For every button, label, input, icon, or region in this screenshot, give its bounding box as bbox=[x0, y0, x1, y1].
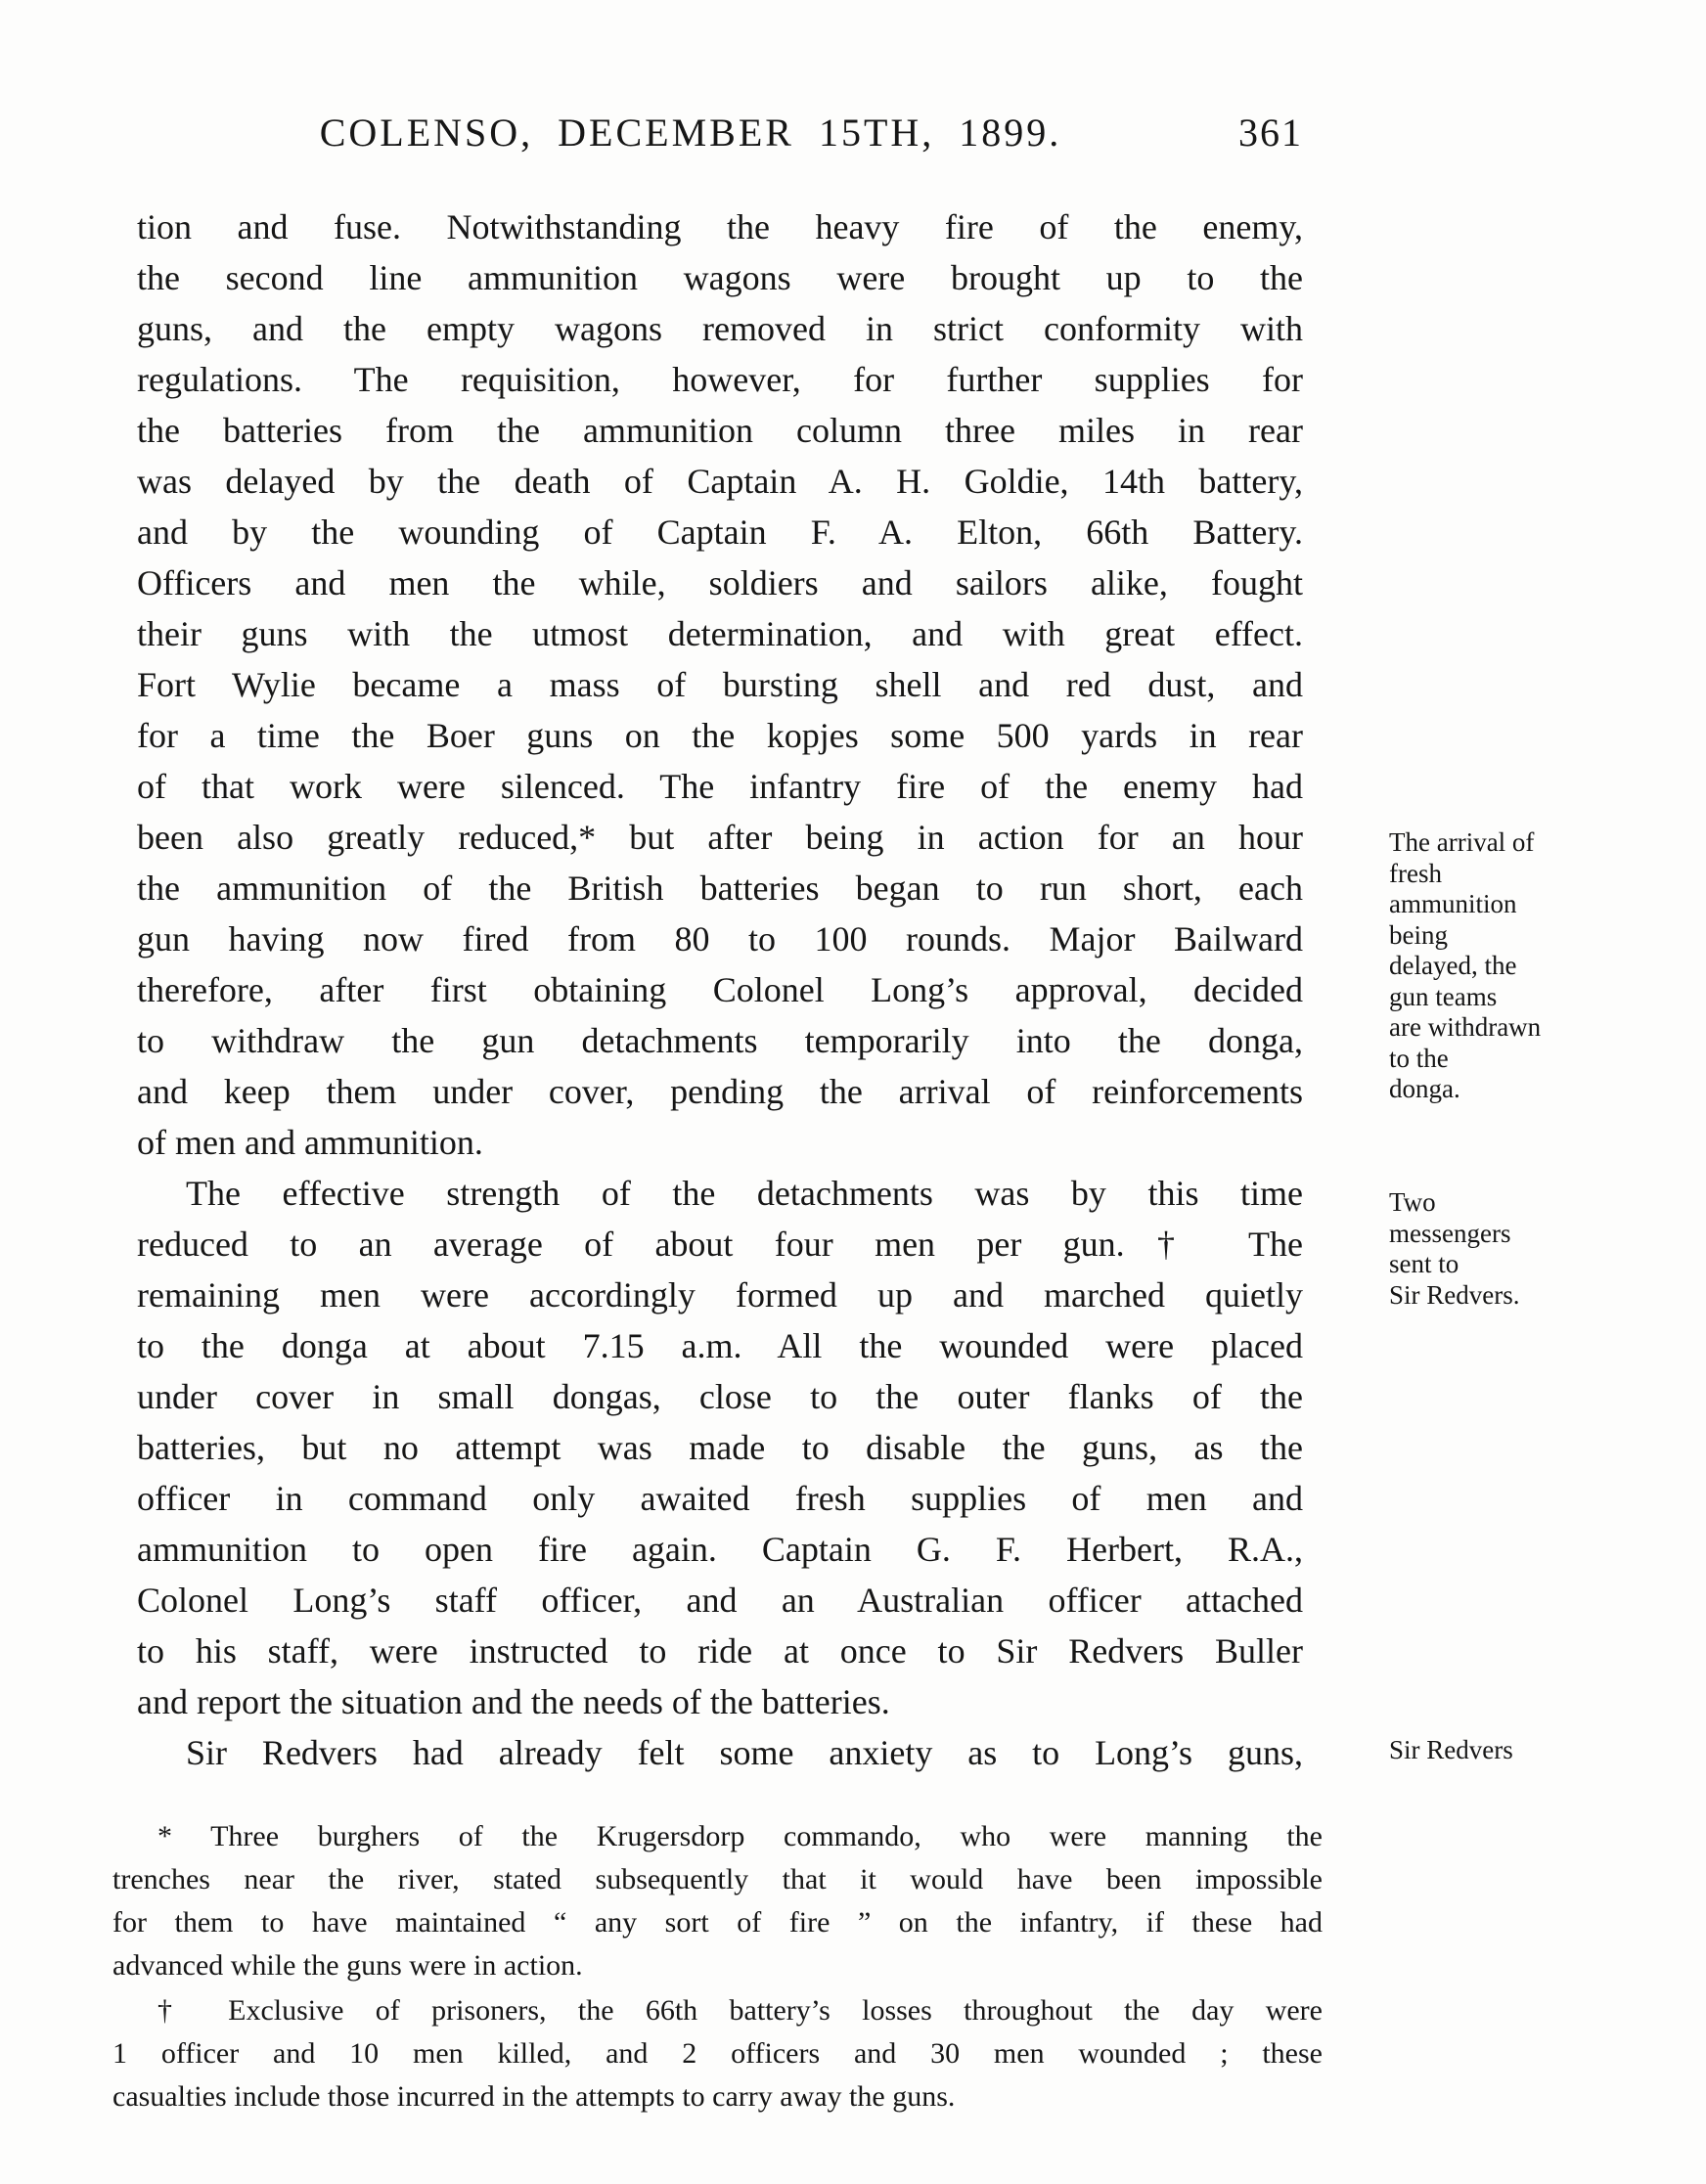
body-line: Fort Wylie became a mass of bursting shell and red dust, and bbox=[137, 665, 1303, 704]
body-line: to the donga at about 7.15 a.m. All the wounded were placed bbox=[137, 1326, 1303, 1365]
body-line: tion and fuse. Notwithstanding the heavy fire of the enemy, bbox=[137, 207, 1303, 246]
footnote-line: † Exclusive of prisoners, the 66th battery’s losses throughout the day were bbox=[157, 1994, 1323, 2027]
page-header bbox=[137, 110, 1303, 158]
body-line: Sir Redvers had already felt some anxiety as to Long’s guns, bbox=[186, 1733, 1303, 1772]
body-line: and report the situation and the needs of the batteries. bbox=[137, 1682, 890, 1721]
footnote-line: advanced while the guns were in action. bbox=[112, 1949, 583, 1982]
body-line: the second line ammunition wagons were brought up to the bbox=[137, 258, 1303, 297]
body-line: their guns with the utmost determination, and with great effect. bbox=[137, 614, 1303, 653]
margin-note-line: donga. bbox=[1389, 1074, 1460, 1103]
body-line: been also greatly reduced,* but after being in action for an hour bbox=[137, 818, 1303, 857]
body-line: guns, and the empty wagons removed in strict conformity with bbox=[137, 309, 1303, 348]
body-line: batteries, but no attempt was made to disable the guns, as the bbox=[137, 1428, 1303, 1467]
margin-note-line: being bbox=[1389, 919, 1448, 950]
body-line: for a time the Boer guns on the kopjes some 500 yards in rear bbox=[137, 716, 1303, 755]
footnote-line: for them to have maintained “ any sort of fire ” on the infantry, if these had bbox=[112, 1906, 1323, 1939]
body-line: The effective strength of the detachments was by this time bbox=[186, 1174, 1303, 1213]
margin-note-line: Two bbox=[1389, 1187, 1436, 1217]
margin-note-line: Sir Redvers. bbox=[1389, 1279, 1520, 1310]
body-line: Officers and men the while, soldiers and sailors alike, fought bbox=[137, 563, 1303, 602]
body-line: regulations. The requisition, however, for further supplies for bbox=[137, 360, 1303, 399]
body-line: gun having now fired from 80 to 100 rounds. Major Bailward bbox=[137, 919, 1303, 958]
running-header: COLENSO, DECEMBER 15TH, 1899. bbox=[319, 111, 1062, 155]
body-line: was delayed by the death of Captain A. H. Goldie, 14th battery, bbox=[137, 462, 1303, 501]
margin-note-2 bbox=[1389, 1187, 1697, 1311]
margin-note-line: are withdrawn bbox=[1389, 1012, 1542, 1042]
body-line: under cover in small dongas, close to the outer flanks of the bbox=[137, 1377, 1303, 1416]
margin-note-line: to the bbox=[1389, 1043, 1449, 1073]
body-line: Colonel Long’s staff officer, and an Australian officer attached bbox=[137, 1581, 1303, 1620]
margin-note-line: ammunition bbox=[1389, 889, 1517, 918]
body-line: to his staff, were instructed to ride at once to Sir Redvers Buller bbox=[137, 1631, 1303, 1671]
body-line: and keep them under cover, pending the arrival of reinforcements bbox=[137, 1072, 1303, 1111]
body-line: the ammunition of the British batteries began to run short, each bbox=[137, 869, 1303, 908]
margin-note-line: gun teams bbox=[1389, 981, 1498, 1011]
body-line: therefore, after first obtaining Colonel Long’s approval, decided bbox=[137, 970, 1303, 1009]
footnote-line: 1 officer and 10 men killed, and 2 officers and 30 men wounded ; these bbox=[112, 2037, 1323, 2070]
body-line: the batteries from the ammunition column three miles in rear bbox=[137, 411, 1303, 450]
body-line: reduced to an average of about four men per gun.† The bbox=[137, 1225, 1303, 1264]
paragraph-2 bbox=[137, 1168, 1303, 1727]
margin-note-line: fresh bbox=[1389, 858, 1442, 888]
margin-note-1 bbox=[1389, 827, 1697, 1105]
footnote-2 bbox=[112, 1989, 1323, 2118]
margin-note-line: sent to bbox=[1389, 1249, 1459, 1278]
margin-note-line: Sir Redvers bbox=[1389, 1735, 1513, 1764]
footnote-line: * Three burghers of the Krugersdorp commando, who were manning the bbox=[157, 1820, 1323, 1852]
margin-note-line: The arrival of bbox=[1389, 827, 1535, 857]
margin-note-3 bbox=[1389, 1735, 1697, 1766]
footnotes bbox=[112, 1815, 1323, 2118]
body-line: of that work were silenced. The infantry fire of the enemy had bbox=[137, 767, 1303, 806]
margin-note-line: messengers bbox=[1389, 1218, 1511, 1248]
footnote-1 bbox=[112, 1815, 1323, 1987]
paragraph-3 bbox=[137, 1727, 1303, 1778]
body-line: of men and ammunition. bbox=[137, 1123, 483, 1162]
footnote-line: casualties include those incurred in the attempts to carry away the guns. bbox=[112, 2080, 956, 2113]
margin-note-line: delayed, the bbox=[1389, 951, 1517, 980]
body-line: to withdraw the gun detachments temporarily into the donga, bbox=[137, 1021, 1303, 1060]
paragraph-1 bbox=[137, 201, 1303, 1168]
page-number: 361 bbox=[1238, 111, 1303, 155]
body-line: ammunition to open fire again. Captain G. F. Herbert, R.A., bbox=[137, 1530, 1303, 1569]
body-line: and by the wounding of Captain F. A. Elton, 66th Battery. bbox=[137, 513, 1303, 552]
body-line: officer in command only awaited fresh supplies of men and bbox=[137, 1479, 1303, 1518]
footnote-line: trenches near the river, stated subsequently that it would have been impossible bbox=[112, 1863, 1323, 1895]
body-line: remaining men were accordingly formed up and marched quietly bbox=[137, 1275, 1303, 1315]
body-text bbox=[137, 201, 1303, 1778]
